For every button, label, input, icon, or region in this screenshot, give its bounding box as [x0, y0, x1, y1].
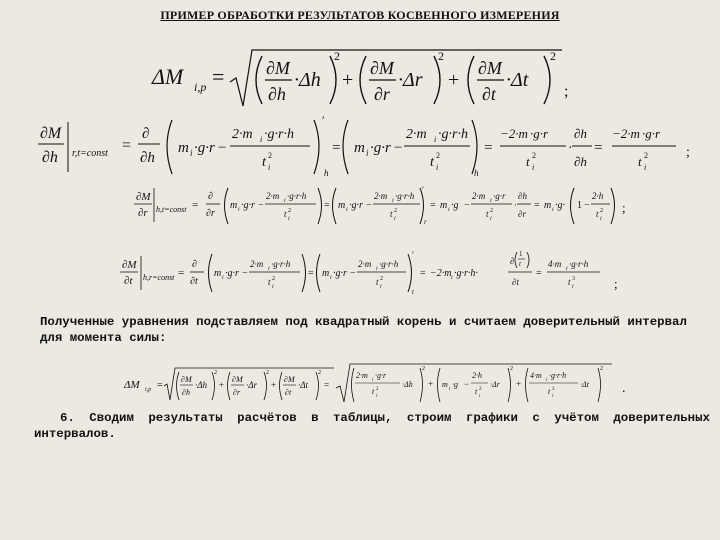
eq4-t-exp-3: 3 — [572, 276, 575, 282]
eq3-frac-num-sub: i — [284, 198, 286, 204]
eq2-wrt: h — [324, 168, 329, 178]
eq3-g: ·g — [451, 200, 459, 211]
eq4-d-num: ∂ — [192, 259, 197, 270]
eq5-term-h-2: ·Δh — [402, 380, 413, 389]
eq3-t-sub: i — [288, 216, 290, 222]
eq3-result-m-sub: i — [552, 207, 554, 213]
equation-dm-dt — [0, 242, 720, 298]
eq3-minus: − — [258, 200, 264, 211]
eq3-frac-num-rest-3: ·g·r — [493, 191, 506, 201]
eq4-m-sub: i — [222, 275, 224, 281]
eq5-exp-4: 2 — [422, 366, 425, 372]
eq3-lhs-num: ∂M — [136, 191, 151, 203]
paragraph-step-6 — [34, 410, 710, 442]
eq4-minus: − — [242, 268, 248, 279]
eq3-dr-num: ∂h — [518, 191, 527, 201]
eq5-t-3: t — [548, 387, 551, 396]
eq5-lhs: ΔM — [124, 379, 140, 391]
eq4-m-rest-2: ·g·r — [333, 268, 347, 279]
eq3-t-sub-2: i — [394, 216, 396, 222]
eq4-result: −2·m — [430, 268, 452, 279]
eq1-equals: = — [212, 64, 225, 89]
eq4-d-den: ∂t — [190, 276, 198, 287]
eq4-t: t — [268, 277, 271, 287]
eq4-frac-num-sub: i — [268, 266, 270, 272]
eq4-inv-d: ∂ — [510, 256, 515, 266]
page-title: ПРИМЕР ОБРАБОТКИ РЕЗУЛЬТАТОВ КОСВЕННОГО ИЗМЕРЕНИЯ — [160, 8, 560, 22]
eq5-t-sub-3: i — [552, 394, 554, 399]
eq2-wrt-2: h — [474, 168, 479, 178]
eq3-t-sub-4: i — [600, 216, 602, 222]
eq4-t-sub-3: i — [572, 284, 574, 290]
step6-line1: 6. Сводим результаты расчётов в таблицы, строим графики с учётом доверительных — [60, 411, 710, 425]
eq5-exp-5: 2 — [510, 366, 513, 372]
eq3-dr-den: ∂r — [518, 209, 526, 219]
eq3-t-exp: 2 — [288, 208, 291, 214]
eq2-result2-rest: ·g·r — [642, 126, 661, 141]
eq5-final-rest: ·g·r·h — [549, 371, 567, 380]
eq3-one: 1 — [577, 200, 582, 211]
eq3-frac-num-rest: ·g·r·h — [287, 191, 307, 201]
eq1-lhs: ΔM — [152, 64, 184, 89]
eq2-t-exp-4: 2 — [644, 151, 648, 160]
eq2-prime: ′ — [322, 113, 325, 127]
eq3-minus-2: − — [366, 200, 372, 211]
eq5-final-num: 4·m — [530, 371, 542, 380]
eq2-result1-num: −2·m — [500, 126, 528, 141]
eq4-equals-3: = — [420, 268, 426, 279]
eq4-t-exp: 2 — [272, 276, 275, 282]
eq4-m-sub-2: i — [330, 275, 332, 281]
eq3-result-m: m — [544, 200, 552, 211]
eq2-t-sub: i — [268, 163, 271, 172]
eq4-frac-num-rest: ·g·r·h — [271, 259, 291, 269]
eq3-m: m — [230, 200, 238, 211]
eq2-t-sub-3: i — [532, 163, 535, 172]
eq5-plus-4: + — [516, 379, 522, 389]
eq3-condition: h,t=const — [156, 205, 187, 214]
eq2-equals: = — [122, 137, 132, 154]
eq1-dM-2: ∂M — [370, 58, 394, 78]
eq4-final-num: 4·m — [548, 259, 562, 269]
eq4-lhs-den: ∂t — [124, 275, 133, 287]
eq5-dt: ∂t — [285, 388, 292, 397]
eq1-lhs-sub: i,p — [194, 80, 207, 94]
eq5-minus: − — [464, 379, 470, 389]
eq1-plus-1: + — [342, 69, 354, 91]
eq4-separator: ; — [614, 276, 618, 291]
eq1-exp-1: 2 — [334, 49, 340, 63]
eq3-minus-3: − — [464, 200, 470, 211]
eq4-m-2: m — [322, 268, 330, 279]
eq3-t-2: t — [390, 209, 393, 219]
eq2-frac-num-rest-2: ·g·r·h — [438, 127, 468, 142]
eq2-equals-4: = — [594, 140, 603, 156]
eq5-term-r-2: ·Δr — [490, 380, 500, 389]
eq4-lhs-num: ∂M — [122, 259, 137, 271]
eq5-exp-1: 2 — [214, 370, 217, 376]
eq2-result1-rest: ·g·r — [530, 126, 549, 141]
eq2-minus-2: − — [394, 140, 403, 156]
eq3-m-rest-2: ·g·r — [349, 200, 363, 211]
eq1-exp-3: 2 — [550, 49, 556, 63]
eq2-m-rest-2: ·g·r — [370, 140, 391, 156]
eq2-dh-num: ∂h — [574, 126, 587, 141]
eq3-t: t — [284, 209, 287, 219]
eq5-final-sub: i — [546, 378, 548, 383]
eq4-result-rest: ·g·r·h· — [454, 268, 478, 279]
eq5-dM-1: ∂M — [181, 375, 192, 384]
eq2-minus: − — [218, 140, 227, 156]
eq1-dM-3: ∂M — [478, 58, 502, 78]
eq3-frac-num-sub-2: i — [392, 198, 394, 204]
eq1-term-h: ·Δh — [294, 69, 321, 91]
eq5-period: . — [622, 381, 626, 396]
eq2-t-exp-2: 2 — [436, 151, 440, 160]
eq2-t-exp-3: 2 — [532, 151, 536, 160]
step6-line2: интервалов. — [34, 427, 116, 441]
eq5-t-1: t — [372, 387, 375, 396]
eq2-m-rest: ·g·r — [194, 140, 215, 156]
eq3-m-sub: i — [238, 207, 240, 213]
eq5-frac-num-rest: ·g·r — [375, 371, 387, 380]
eq5-exp-2: 2 — [266, 370, 269, 376]
eq5-equals: = — [157, 380, 163, 391]
eq3-m-rest: ·g·r — [241, 200, 255, 211]
eq1-dt: ∂t — [482, 84, 496, 104]
eq4-frac-num-2: 2·m — [358, 259, 372, 269]
eq5-g: ·g — [452, 380, 458, 389]
eq4-condition: h,r=const — [143, 273, 175, 282]
eq3-prime: ′ — [422, 185, 424, 195]
eq3-t-4: t — [596, 209, 599, 219]
eq3-dot: · — [514, 200, 517, 210]
paragraph-substitute: Полученные уравнения подставляем под квадратный корень и считаем доверительный интервал для момента силы: — [40, 315, 687, 345]
eq3-m-sub-3: i — [448, 207, 450, 213]
eq2-frac-num-rest: ·g·r·h — [264, 127, 294, 142]
eq4-final-sub: i — [566, 266, 568, 272]
eq3-equals-4: = — [534, 200, 540, 211]
eq2-t-4: t — [638, 154, 642, 169]
equation-delta-m — [0, 44, 720, 114]
eq4-frac-num: 2·m — [250, 259, 264, 269]
eq4-t-3: t — [568, 277, 571, 287]
eq5-m: m — [442, 380, 448, 389]
eq5-plus-2: + — [271, 380, 277, 390]
eq5-frac-num: 2·m — [356, 371, 368, 380]
eq5-frac-num-sub: i — [372, 378, 374, 383]
eq4-m-rest: ·g·r — [225, 268, 239, 279]
eq4-t-2: t — [376, 277, 379, 287]
equation-dm-dh — [0, 113, 720, 182]
eq3-m-3: m — [440, 200, 448, 211]
eq4-t-exp-2: 2 — [380, 276, 383, 282]
eq4-final-rest: ·g·r·h — [569, 259, 589, 269]
eq3-equals-2: = — [324, 200, 330, 211]
eq3-m-sub-2: i — [346, 207, 348, 213]
eq5-dr: ∂r — [233, 388, 241, 397]
eq4-prime: ′ — [412, 250, 414, 260]
eq2-result2-num: −2·m — [612, 126, 640, 141]
eq2-m-sub: i — [190, 148, 193, 158]
eq3-equals-3: = — [430, 200, 436, 211]
eq3-t-exp-2: 2 — [394, 208, 397, 214]
eq1-term-t: ·Δt — [506, 69, 529, 91]
eq5-term-t: ·Δt — [298, 380, 309, 390]
eq5-exp-3: 2 — [318, 370, 321, 376]
eq2-lhs-den: ∂h — [42, 149, 58, 166]
eq2-dot: · — [568, 141, 573, 156]
eq3-frac-num-3: 2·m — [472, 191, 486, 201]
eq3-minus-4: − — [584, 200, 590, 211]
eq5-m-sub: i — [449, 387, 451, 392]
eq3-result-g: ·g· — [555, 200, 565, 211]
eq5-equals-2: = — [324, 380, 330, 390]
eq3-wrt: r — [424, 218, 427, 226]
eq5-dh: ∂h — [182, 388, 190, 397]
eq4-minus-2: − — [350, 268, 356, 279]
eq4-equals: = — [178, 267, 185, 279]
eq4-inv-one: 1 — [519, 250, 523, 258]
eq4-t-sub-2: i — [380, 284, 382, 290]
eq5-dM-2: ∂M — [232, 375, 243, 384]
eq5-t-sub-2: i — [479, 394, 481, 399]
eq4-equals-4: = — [536, 268, 542, 279]
eq2-equals-2: = — [332, 140, 341, 156]
eq2-equals-3: = — [484, 140, 493, 156]
eq2-m-sub-2: i — [366, 148, 369, 158]
eq4-dt-den: ∂t — [512, 277, 519, 287]
eq3-m-2: m — [338, 200, 346, 211]
eq1-dr: ∂r — [374, 84, 390, 104]
eq3-t-3: t — [486, 209, 489, 219]
eq2-d-num: ∂ — [142, 126, 150, 142]
eq2-t-2: t — [430, 155, 434, 170]
eq2-t-3: t — [526, 154, 530, 169]
eq5-term-t-2: ·Δt — [580, 380, 589, 389]
eq3-frac-num-rest-2: ·g·r·h — [395, 191, 415, 201]
eq4-frac-num-sub-2: i — [376, 266, 378, 272]
eq1-separator: ; — [564, 83, 569, 100]
eq1-exp-2: 2 — [438, 49, 444, 63]
eq2-t-exp: 2 — [268, 151, 272, 160]
eq2-m-2: m — [354, 140, 365, 156]
eq5-t-sub-1: i — [376, 394, 378, 399]
eq4-equals-2: = — [308, 268, 314, 279]
eq4-result-sub: i — [451, 275, 453, 281]
eq2-condition: r,t=const — [72, 148, 108, 159]
eq2-m: m — [178, 140, 189, 156]
eq4-t-sub: i — [272, 284, 274, 290]
eq2-lhs-num: ∂M — [40, 125, 62, 142]
eq3-d-den: ∂r — [206, 208, 215, 219]
eq5-t-exp-3: 3 — [552, 387, 555, 392]
eq2-t-sub-2: i — [436, 163, 439, 172]
eq4-frac-num-rest-2: ·g·r·h — [379, 259, 399, 269]
eq2-t: t — [262, 155, 266, 170]
eq5-exp-6: 2 — [600, 366, 603, 372]
eq2-separator: ; — [686, 145, 690, 160]
eq2-frac-num: 2·m — [232, 127, 253, 142]
eq3-t-exp-3: 2 — [490, 208, 493, 214]
eq3-equals: = — [192, 199, 199, 211]
eq5-lhs-sub: i,p — [145, 387, 152, 393]
eq3-frac-num-sub-3: i — [490, 198, 492, 204]
eq3-d-num: ∂ — [208, 191, 213, 202]
eq1-dM-1: ∂M — [266, 58, 290, 78]
eq5-t-exp-2: 2 — [479, 387, 482, 392]
eq3-lhs-den: ∂r — [138, 207, 148, 219]
eq4-inv-t: t — [519, 260, 521, 268]
eq2-frac-num-sub-2: i — [434, 135, 437, 144]
eq5-plus-3: + — [428, 379, 434, 389]
equation-dm-dr — [0, 184, 720, 230]
eq3-frac-num-2: 2·m — [374, 191, 388, 201]
eq1-dh: ∂h — [268, 84, 286, 104]
eq5-term-r: ·Δr — [246, 380, 258, 390]
eq3-frac3-num: 2·h — [592, 191, 604, 201]
eq2-frac-num-sub: i — [260, 135, 263, 144]
eq2-t-sub-4: i — [644, 163, 647, 172]
eq1-term-r: ·Δr — [398, 69, 423, 91]
eq4-m: m — [214, 268, 222, 279]
eq5-t-2: t — [475, 387, 478, 396]
eq3-t-exp-4: 2 — [600, 208, 603, 214]
eq5-frac3-num: 2·h — [472, 371, 482, 380]
equation-delta-m-final — [0, 360, 720, 406]
eq1-plus-2: + — [448, 69, 460, 91]
eq3-frac-num: 2·m — [266, 191, 280, 201]
eq5-t-exp-1: 2 — [376, 387, 379, 392]
eq2-d-den: ∂h — [140, 150, 155, 166]
eq3-t-sub-3: i — [490, 216, 492, 222]
eq2-frac-num-2: 2·m — [406, 127, 427, 142]
eq5-term-h: ·Δh — [195, 380, 208, 390]
eq2-dh-den: ∂h — [574, 154, 587, 169]
eq5-plus-1: + — [219, 380, 225, 390]
eq4-wrt: t — [412, 288, 414, 296]
eq5-dM-3: ∂M — [284, 375, 295, 384]
eq3-separator: ; — [622, 200, 626, 215]
